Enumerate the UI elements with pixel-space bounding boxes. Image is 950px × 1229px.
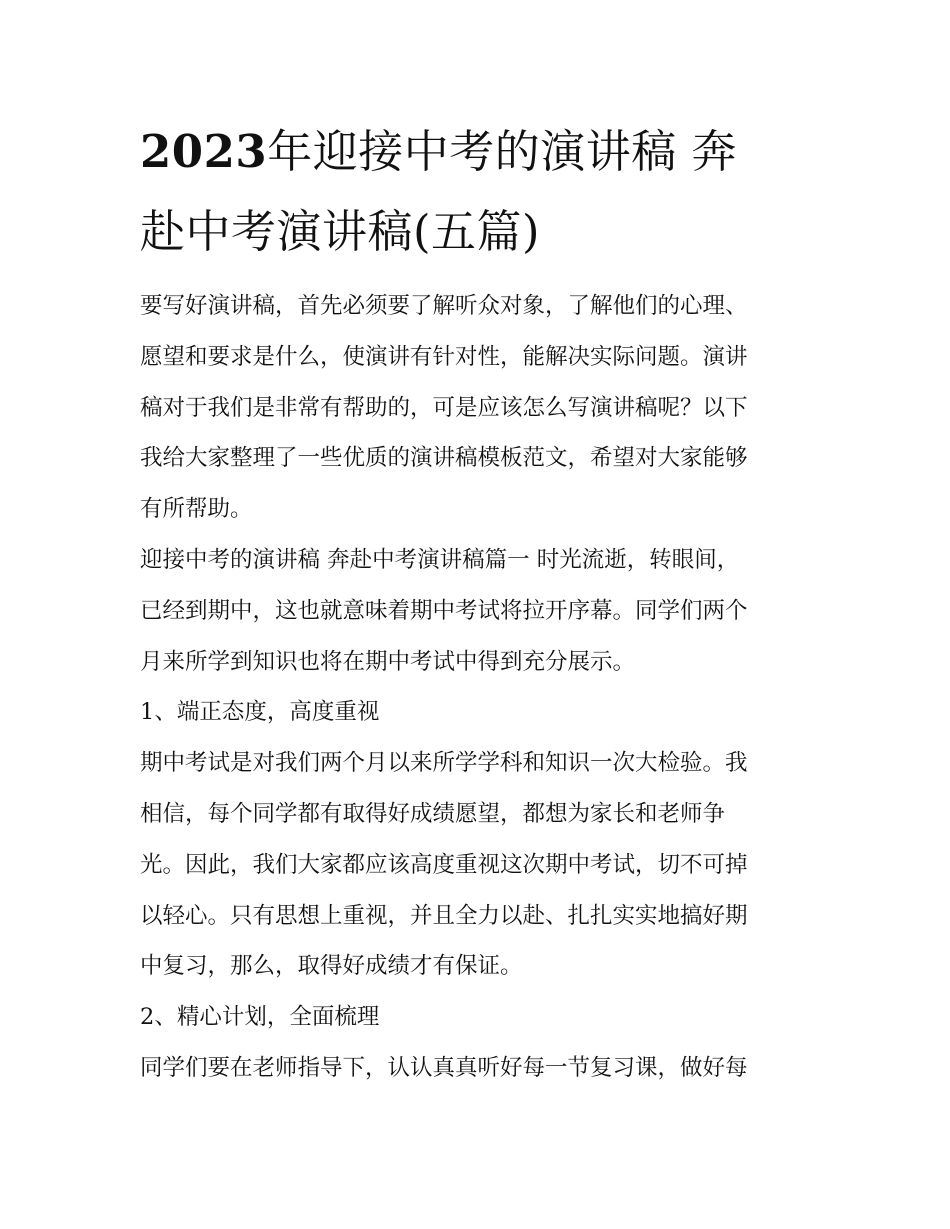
- intro-line-5: 有所帮助。: [140, 496, 253, 523]
- point-one-line-5: 中复习，那么，取得好成绩才有保证。: [140, 953, 523, 980]
- section-one-line-2: 已经到期中，这也就意味着期中考试将拉开序幕。同学们两个: [140, 597, 748, 624]
- section-one-line-3: 月来所学到知识也将在期中考试中得到充分展示。: [140, 648, 636, 675]
- document-body: [140, 281, 820, 1094]
- intro-line-1: 要写好演讲稿，首先必须要了解听众对象，了解他们的心理、: [140, 293, 748, 319]
- section-one-line-1: 迎接中考的演讲稿 奔赴中考演讲稿篇一 时光流逝，转眼间，: [140, 546, 740, 573]
- point-one-line-2: 相信，每个同学都有取得好成绩愿望，都想为家长和老师争: [140, 800, 726, 827]
- title-line-2: 赴中考演讲稿(五篇): [140, 205, 541, 258]
- document-title: [140, 112, 820, 272]
- intro-line-4: 我给大家整理了一些优质的演讲稿模板范文，希望对大家能够: [140, 445, 748, 472]
- title-line-1: [140, 112, 820, 192]
- point-two-line-1: 同学们要在老师指导下，认认真真听好每一节复习课，做好每: [140, 1054, 748, 1081]
- intro-line-3: 稿对于我们是非常有帮助的，可是应该怎么写演讲稿呢？以下: [140, 394, 748, 421]
- point-one-line-4: 以轻心。只有思想上重视，并且全力以赴、扎扎实实地搞好期: [140, 902, 748, 929]
- title-year: 2023: [140, 125, 268, 178]
- point-one-line-1: 期中考试是对我们两个月以来所学学科和知识一次大检验。我: [140, 750, 748, 777]
- point-one-line-3: 光。因此，我们大家都应该高度重视这次期中考试，切不可掉: [140, 851, 748, 878]
- intro-line-2: 愿望和要求是什么，使演讲有针对性，能解决实际问题。演讲: [140, 343, 748, 370]
- title-line-1-text: 年迎接中考的演讲稿 奔: [267, 125, 738, 178]
- point-two-heading: 2、精心计划，全面梳理: [140, 1004, 380, 1031]
- point-one-heading: 1、端正态度，高度重视: [140, 699, 380, 726]
